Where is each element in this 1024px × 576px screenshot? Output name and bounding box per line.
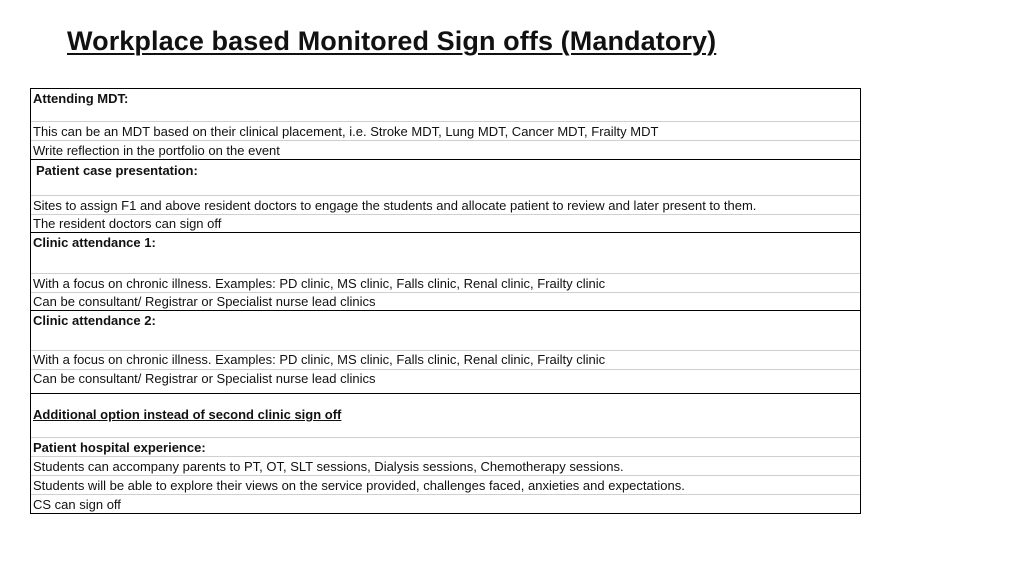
table-row — [30, 350, 861, 369]
section-line: Can be consultant/ Registrar or Specialist nurse lead clinics — [33, 371, 376, 386]
table-row-heading — [30, 159, 861, 195]
table-row — [30, 214, 861, 232]
table-row-heading — [30, 232, 861, 273]
section-line: Students will be able to explore their views on the service provided, challenges faced, anxieties and expectations. — [33, 478, 685, 493]
section-heading: Patient case presentation: — [36, 163, 198, 178]
table-row — [30, 475, 861, 494]
section-line: The resident doctors can sign off — [33, 216, 222, 231]
table-row — [30, 195, 861, 214]
section-line: Students can accompany parents to PT, OT, SLT sessions, Dialysis sessions, Chemotherapy sessions. — [33, 459, 624, 474]
table-row — [30, 494, 861, 514]
table-row — [30, 121, 861, 140]
section-line: With a focus on chronic illness. Examples: PD clinic, MS clinic, Falls clinic, Renal clinic, Frailty clinic — [33, 276, 606, 291]
section-line: This can be an MDT based on their clinical placement, i.e. Stroke MDT, Lung MDT, Cancer MDT, Frailty MDT — [33, 124, 659, 139]
section-line: Can be consultant/ Registrar or Specialist nurse lead clinics — [33, 294, 376, 309]
section-heading: Attending MDT: — [33, 91, 129, 106]
table-row-heading — [30, 88, 861, 121]
table-row-heading — [30, 393, 861, 437]
section-line: Write reflection in the portfolio on the event — [33, 143, 280, 158]
sign-off-table — [30, 88, 861, 514]
section-line: With a focus on chronic illness. Examples: PD clinic, MS clinic, Falls clinic, Renal clinic, Frailty clinic — [33, 352, 606, 367]
table-row — [30, 456, 861, 475]
table-row — [30, 292, 861, 310]
section-heading: Clinic attendance 1: — [33, 235, 156, 250]
section-line: Sites to assign F1 and above resident doctors to engage the students and allocate patient to review and later present to them. — [33, 198, 757, 213]
table-row — [30, 140, 861, 159]
table-row-subheading — [30, 437, 861, 456]
table-row — [30, 369, 861, 393]
section-line: CS can sign off — [33, 497, 121, 512]
section-heading: Additional option instead of second clinic sign off — [33, 407, 342, 422]
section-subheading: Patient hospital experience: — [33, 440, 206, 455]
page-title: Workplace based Monitored Sign offs (Mandatory) — [67, 26, 717, 56]
section-heading: Clinic attendance 2: — [33, 313, 156, 328]
table-row — [30, 273, 861, 292]
table-row-heading — [30, 310, 861, 350]
